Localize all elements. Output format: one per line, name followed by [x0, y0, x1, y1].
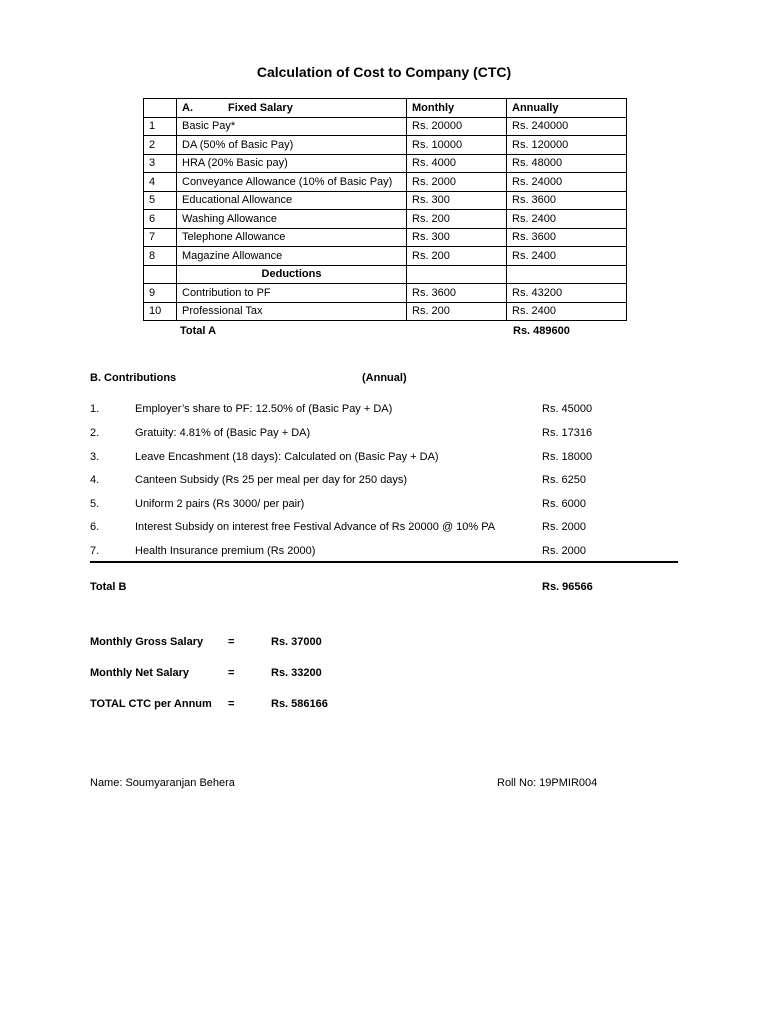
row-annually: Rs. 2400 [507, 302, 627, 321]
total-a-label: Total A [180, 325, 217, 337]
row-annually: Rs. 24000 [507, 173, 627, 192]
row-no: 10 [144, 302, 177, 321]
item-description: Leave Encashment (18 days): Calculated on (Basic Pay + DA) [135, 451, 439, 463]
item-number: 6. [90, 521, 100, 533]
item-number: 3. [90, 451, 100, 463]
table-row [144, 173, 627, 192]
row-no: 3 [144, 154, 177, 173]
row-item: HRA (20% Basic pay) [177, 154, 407, 173]
item-value: Rs. 17316 [542, 427, 593, 439]
deductions-blank [407, 265, 507, 284]
item-number: 5. [90, 498, 100, 510]
table-row [144, 302, 627, 321]
summary-equals: = [228, 636, 235, 648]
table-header-blank [144, 99, 177, 118]
item-number: 2. [90, 427, 100, 439]
section-label: Fixed Salary [228, 101, 293, 114]
item-description: Interest Subsidy on interest free Festival Advance of Rs 20000 @ 10% PA [135, 521, 496, 533]
row-item: Telephone Allowance [177, 228, 407, 247]
row-no: 2 [144, 136, 177, 155]
list-item [0, 545, 768, 561]
summary-label-net: Monthly Net Salary [90, 667, 190, 679]
row-annually: Rs. 2400 [507, 210, 627, 229]
summary-value-ctc: Rs. 586166 [271, 698, 328, 710]
section-letter: A. [182, 101, 193, 114]
item-description: Health Insurance premium (Rs 2000) [135, 545, 316, 557]
table-header-fixed-salary [177, 99, 407, 118]
row-no: 9 [144, 284, 177, 303]
table-row [144, 117, 627, 136]
row-monthly: Rs. 300 [407, 191, 507, 210]
row-no: 8 [144, 247, 177, 266]
table-header-row [144, 99, 627, 118]
fixed-salary-table [143, 98, 627, 321]
item-value: Rs. 6250 [542, 474, 587, 486]
item-value: Rs. 2000 [542, 521, 587, 533]
row-monthly: Rs. 300 [407, 228, 507, 247]
deductions-label: Deductions [177, 265, 407, 284]
row-no: 5 [144, 191, 177, 210]
item-value: Rs. 45000 [542, 403, 593, 415]
table-row [144, 136, 627, 155]
total-b-value: Rs. 96566 [542, 581, 593, 593]
total-b-label: Total B [90, 581, 127, 593]
row-annually: Rs. 43200 [507, 284, 627, 303]
table-row [144, 284, 627, 303]
item-description: Employer’s share to PF: 12.50% of (Basic Pay + DA) [135, 403, 393, 415]
list-item [0, 403, 768, 419]
summary-equals: = [228, 667, 235, 679]
row-no: 6 [144, 210, 177, 229]
table-row [144, 247, 627, 266]
row-no: 4 [144, 173, 177, 192]
table-row [144, 191, 627, 210]
table-row [144, 210, 627, 229]
list-item [0, 498, 768, 514]
page-title: Calculation of Cost to Company (CTC) [256, 64, 512, 80]
row-item: Contribution to PF [177, 284, 407, 303]
row-item: Washing Allowance [177, 210, 407, 229]
row-annually: Rs. 2400 [507, 247, 627, 266]
list-item [0, 474, 768, 490]
row-item: Educational Allowance [177, 191, 407, 210]
contributions-period: (Annual) [362, 372, 407, 384]
summary-equals: = [228, 698, 235, 710]
row-annually: Rs. 120000 [507, 136, 627, 155]
row-annually: Rs. 3600 [507, 191, 627, 210]
total-a-value: Rs. 489600 [513, 325, 570, 337]
item-number: 4. [90, 474, 100, 486]
summary-value-gross: Rs. 37000 [271, 636, 322, 648]
summary-label-gross: Monthly Gross Salary [90, 636, 204, 648]
deductions-blank [507, 265, 627, 284]
row-item: DA (50% of Basic Pay) [177, 136, 407, 155]
item-number: 7. [90, 545, 100, 557]
item-description: Canteen Subsidy (Rs 25 per meal per day for 250 days) [135, 474, 408, 486]
item-value: Rs. 18000 [542, 451, 593, 463]
deductions-blank [144, 265, 177, 284]
table-header-monthly: Monthly [407, 99, 507, 118]
row-monthly: Rs. 10000 [407, 136, 507, 155]
table-row [144, 154, 627, 173]
row-annually: Rs. 240000 [507, 117, 627, 136]
row-item: Basic Pay* [177, 117, 407, 136]
roll-number: Roll No: 19PMIR004 [497, 777, 598, 789]
row-monthly: Rs. 200 [407, 247, 507, 266]
contributions-heading: B. Contributions [90, 372, 177, 384]
item-number: 1. [90, 403, 100, 415]
item-value: Rs. 2000 [542, 545, 587, 557]
row-monthly: Rs. 4000 [407, 154, 507, 173]
table-row [144, 228, 627, 247]
row-item: Conveyance Allowance (10% of Basic Pay) [177, 173, 407, 192]
row-monthly: Rs. 3600 [407, 284, 507, 303]
row-item: Professional Tax [177, 302, 407, 321]
row-no: 1 [144, 117, 177, 136]
row-monthly: Rs. 2000 [407, 173, 507, 192]
list-item [0, 427, 768, 443]
list-item [0, 451, 768, 467]
item-description: Gratuity: 4.81% of (Basic Pay + DA) [135, 427, 311, 439]
student-name: Name: Soumyaranjan Behera [90, 777, 235, 789]
row-no: 7 [144, 228, 177, 247]
row-item: Magazine Allowance [177, 247, 407, 266]
deductions-header-row [144, 265, 627, 284]
summary-value-net: Rs. 33200 [271, 667, 322, 679]
row-annually: Rs. 3600 [507, 228, 627, 247]
row-annually: Rs. 48000 [507, 154, 627, 173]
table-header-annually: Annually [507, 99, 627, 118]
row-monthly: Rs. 20000 [407, 117, 507, 136]
divider [90, 561, 678, 563]
row-monthly: Rs. 200 [407, 210, 507, 229]
item-value: Rs. 6000 [542, 498, 587, 510]
row-monthly: Rs. 200 [407, 302, 507, 321]
list-item [0, 521, 768, 537]
item-description: Uniform 2 pairs (Rs 3000/ per pair) [135, 498, 305, 510]
summary-label-ctc: TOTAL CTC per Annum [90, 698, 212, 710]
